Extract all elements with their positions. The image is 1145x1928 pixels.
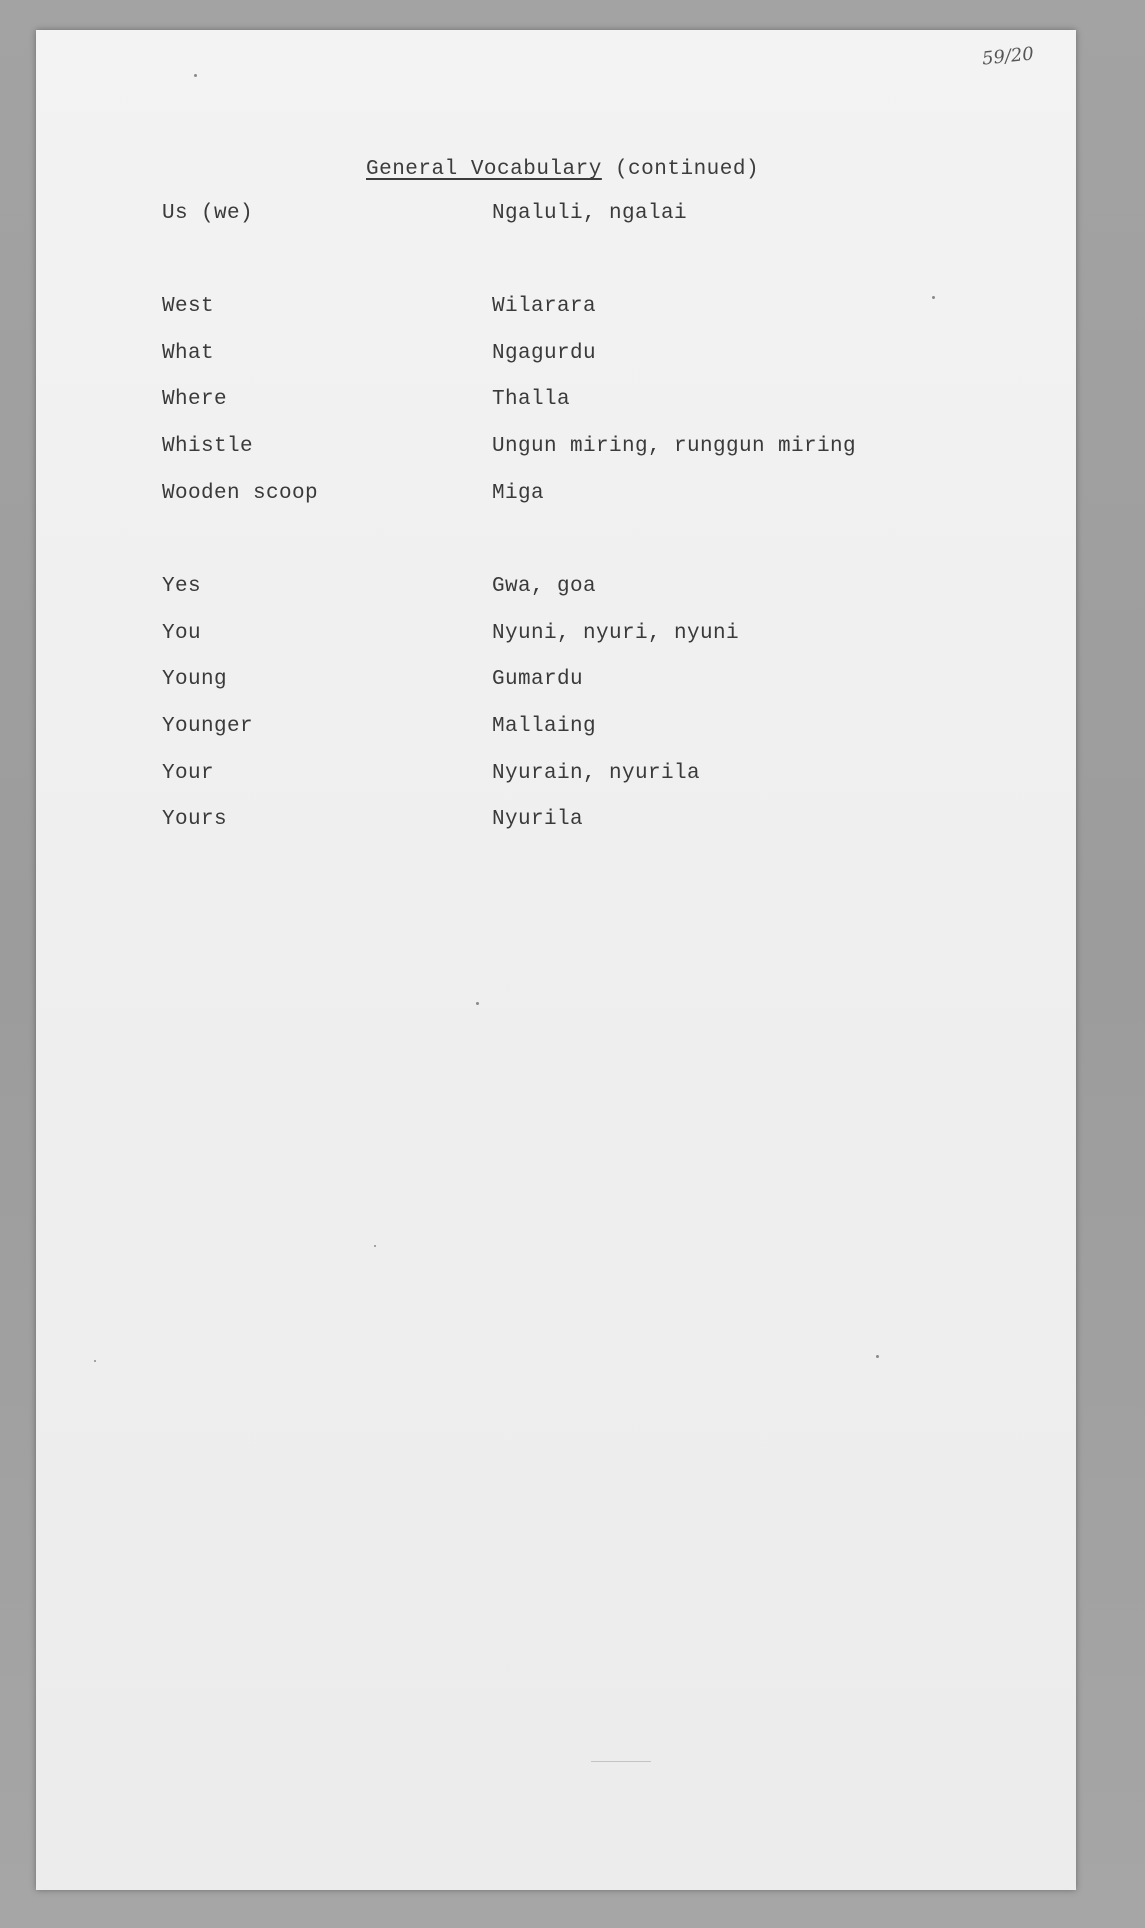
vocab-term: Yours [162,808,228,831]
scan-speck [94,1360,96,1362]
vocab-translation: Nyurila [492,808,584,831]
scan-speck [194,74,197,77]
vocab-term: Where [162,388,228,411]
vocab-translation: Thalla [492,388,571,411]
vocab-translation: Ngagurdu [492,342,597,365]
vocab-term: West [162,295,215,318]
vocab-translation: Ungun miring, runggun miring [492,435,857,458]
vocab-term: What [162,342,215,365]
vocab-term: Whistle [162,435,254,458]
heading-suffix: (continued) [614,158,760,181]
vocab-term: Young [162,668,228,691]
vocab-term: Younger [162,715,254,738]
heading-title: General Vocabulary [366,158,602,181]
vocab-term: Us (we) [162,202,254,225]
scan-speck [374,1245,376,1247]
page-heading [366,158,759,181]
vocab-translation: Mallaing [492,715,597,738]
vocab-translation: Wilarara [492,295,597,318]
vocab-term: Yes [162,575,202,598]
vocab-term: Wooden scoop [162,482,319,505]
vocab-translation: Gwa, goa [492,575,597,598]
vocab-translation: Gumardu [492,668,584,691]
vocab-term: You [162,622,202,645]
vocab-translation: Nyuni, nyuri, nyuni [492,622,740,645]
vocab-translation: Miga [492,482,545,505]
document-page [36,30,1076,1890]
scan-speck [932,296,935,299]
scan-speck [476,1002,479,1005]
page-number: 59/20 [981,43,1035,70]
vocab-translation: Nyurain, nyurila [492,762,701,785]
scan-speck [876,1355,879,1358]
vocab-translation: Ngaluli, ngalai [492,202,688,225]
scan-mark [591,1761,651,1762]
vocab-term: Your [162,762,215,785]
